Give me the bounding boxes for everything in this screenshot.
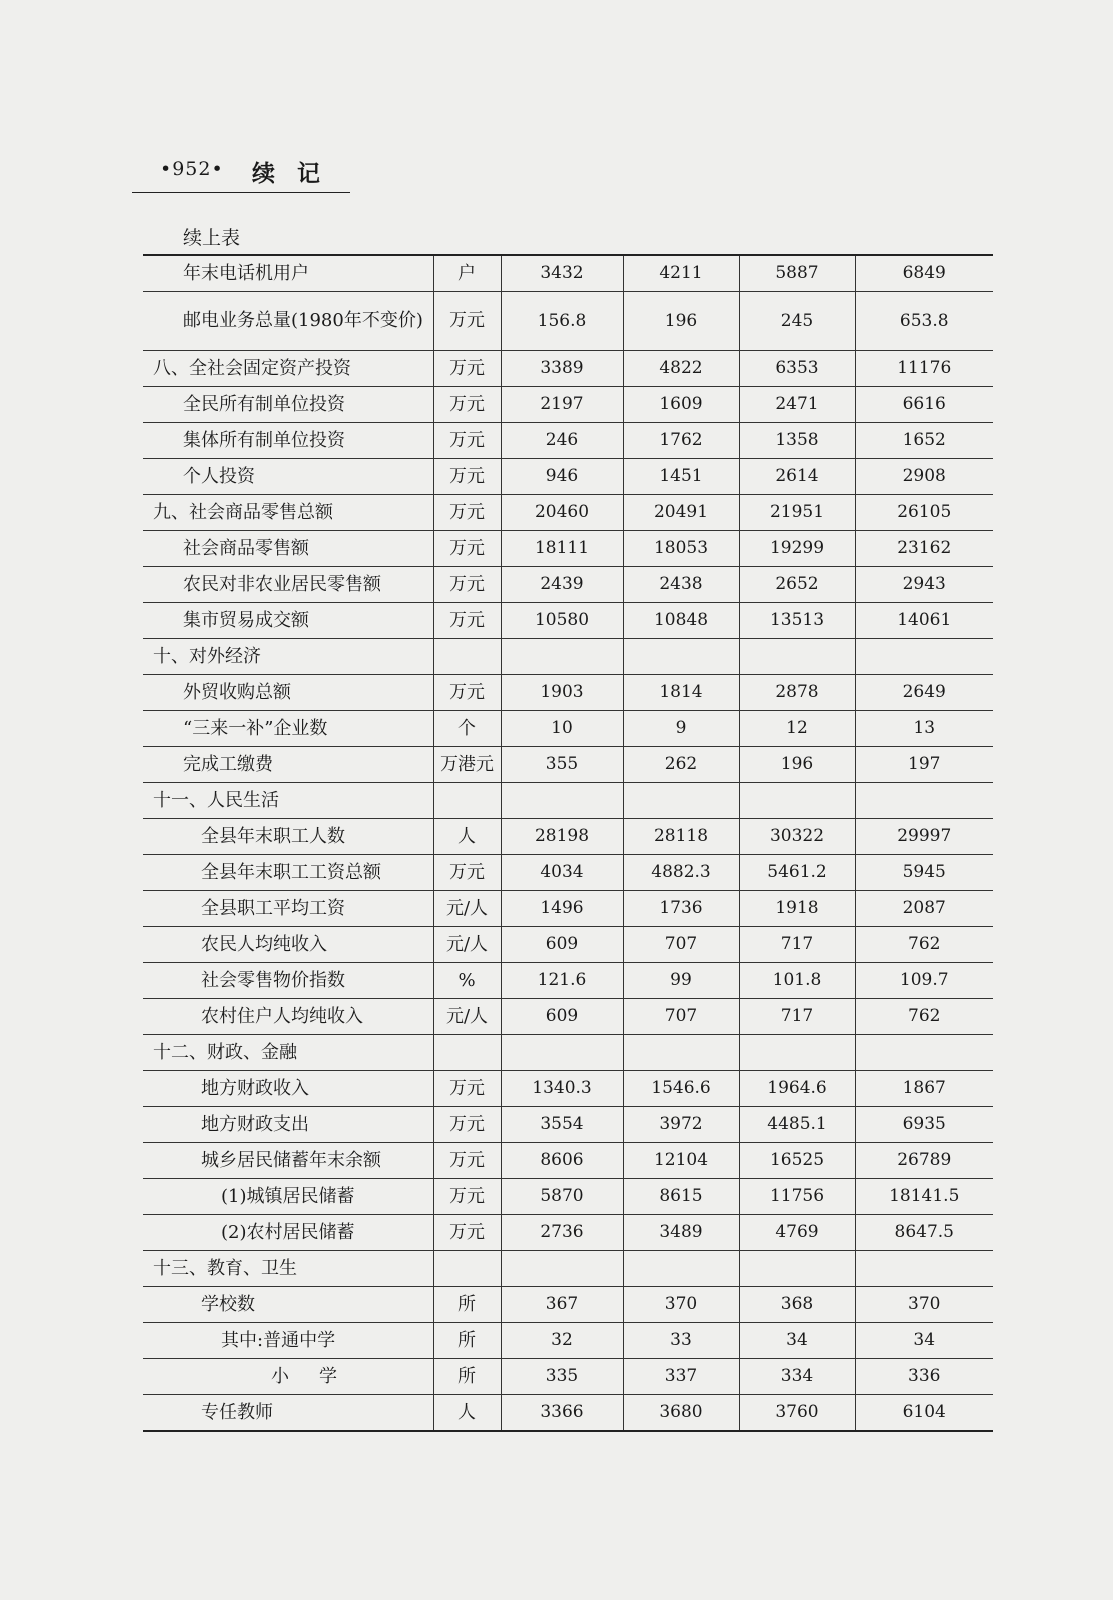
row-value: [501, 639, 623, 675]
row-value: [855, 1251, 993, 1287]
row-unit: [433, 1035, 501, 1071]
row-unit: 万元: [433, 459, 501, 495]
row-value: 334: [739, 1359, 855, 1395]
row-unit: 元/人: [433, 927, 501, 963]
row-value: 1918: [739, 891, 855, 927]
row-unit: 人: [433, 1395, 501, 1432]
row-unit: 元/人: [433, 999, 501, 1035]
row-value: 2908: [855, 459, 993, 495]
row-item-label: 农民人均纯收入: [143, 927, 433, 963]
row-item-label: 十、对外经济: [143, 639, 433, 675]
row-item-label: 小学: [143, 1359, 433, 1395]
row-item-label: 全县年末职工工资总额: [143, 855, 433, 891]
row-unit: 所: [433, 1287, 501, 1323]
row-value: [501, 783, 623, 819]
row-unit: 万元: [433, 423, 501, 459]
row-unit: 所: [433, 1323, 501, 1359]
row-item-label: 学校数: [143, 1287, 433, 1323]
table-row: [143, 255, 993, 292]
row-unit: 万元: [433, 1179, 501, 1215]
row-unit: 所: [433, 1359, 501, 1395]
table-row: [143, 819, 993, 855]
row-value: 11176: [855, 351, 993, 387]
row-value: [855, 1035, 993, 1071]
row-unit: 万元: [433, 567, 501, 603]
row-value: 370: [623, 1287, 739, 1323]
row-item-label: 城乡居民储蓄年末余额: [143, 1143, 433, 1179]
row-unit: [433, 783, 501, 819]
row-value: 4822: [623, 351, 739, 387]
row-item-label: 八、全社会固定资产投资: [143, 351, 433, 387]
table-row: [143, 1395, 993, 1432]
row-value: 3432: [501, 255, 623, 292]
row-value: 19299: [739, 531, 855, 567]
continued-label: 续上表: [183, 227, 241, 249]
row-value: 29997: [855, 819, 993, 855]
row-unit: 元/人: [433, 891, 501, 927]
row-value: 2878: [739, 675, 855, 711]
row-item-label: 年末电话机用户: [143, 255, 433, 292]
row-value: 1609: [623, 387, 739, 423]
row-unit: %: [433, 963, 501, 999]
row-value: 653.8: [855, 292, 993, 351]
row-unit: 万元: [433, 495, 501, 531]
row-value: [739, 639, 855, 675]
row-item-label: 邮电业务总量(1980年不变价): [143, 292, 433, 351]
row-value: 5945: [855, 855, 993, 891]
table-row: [143, 423, 993, 459]
table-row: [143, 567, 993, 603]
row-item-label: 完成工缴费: [143, 747, 433, 783]
row-unit: 万元: [433, 1071, 501, 1107]
row-value: 6104: [855, 1395, 993, 1432]
row-value: 28198: [501, 819, 623, 855]
row-value: 8606: [501, 1143, 623, 1179]
row-value: 2438: [623, 567, 739, 603]
row-value: 707: [623, 927, 739, 963]
row-item-label: 全县职工平均工资: [143, 891, 433, 927]
row-item-label: 社会零售物价指数: [143, 963, 433, 999]
row-value: 1546.6: [623, 1071, 739, 1107]
row-value: 1340.3: [501, 1071, 623, 1107]
row-value: 336: [855, 1359, 993, 1395]
row-value: 196: [739, 747, 855, 783]
row-unit: 万元: [433, 603, 501, 639]
table-row: [143, 855, 993, 891]
row-value: 20491: [623, 495, 739, 531]
row-unit: 万元: [433, 351, 501, 387]
row-value: [501, 1035, 623, 1071]
row-value: [739, 1251, 855, 1287]
row-value: 109.7: [855, 963, 993, 999]
row-value: 6849: [855, 255, 993, 292]
statistics-table: [143, 254, 993, 1432]
row-value: 1736: [623, 891, 739, 927]
row-item-label: 其中:普通中学: [143, 1323, 433, 1359]
row-value: 10848: [623, 603, 739, 639]
table-row: [143, 999, 993, 1035]
row-value: 2439: [501, 567, 623, 603]
row-value: 32: [501, 1323, 623, 1359]
row-value: 33: [623, 1323, 739, 1359]
row-unit: 万元: [433, 855, 501, 891]
table-row: [143, 1179, 993, 1215]
row-unit: 万元: [433, 1215, 501, 1251]
row-value: 2471: [739, 387, 855, 423]
row-value: 6353: [739, 351, 855, 387]
row-value: 121.6: [501, 963, 623, 999]
row-value: [623, 1035, 739, 1071]
row-value: 10580: [501, 603, 623, 639]
row-value: 4882.3: [623, 855, 739, 891]
row-value: 16525: [739, 1143, 855, 1179]
row-item-label: 十一、人民生活: [143, 783, 433, 819]
row-value: 246: [501, 423, 623, 459]
table-row: [143, 1287, 993, 1323]
row-item-label: 专任教师: [143, 1395, 433, 1432]
row-unit: 万元: [433, 675, 501, 711]
table-row: [143, 747, 993, 783]
row-value: 12104: [623, 1143, 739, 1179]
row-value: 196: [623, 292, 739, 351]
row-value: 4034: [501, 855, 623, 891]
table-row: [143, 1035, 993, 1071]
table-row: [143, 891, 993, 927]
table-row: [143, 639, 993, 675]
row-value: 6616: [855, 387, 993, 423]
row-value: [855, 783, 993, 819]
table-row: [143, 1107, 993, 1143]
page-title: 续记: [252, 160, 342, 187]
table-row: [143, 675, 993, 711]
row-unit: 万元: [433, 292, 501, 351]
row-value: 34: [855, 1323, 993, 1359]
table-row: [143, 292, 993, 351]
row-unit: [433, 639, 501, 675]
row-value: 355: [501, 747, 623, 783]
row-value: 21951: [739, 495, 855, 531]
row-unit: 户: [433, 255, 501, 292]
row-value: 3489: [623, 1215, 739, 1251]
row-item-label: 个人投资: [143, 459, 433, 495]
row-value: 1496: [501, 891, 623, 927]
row-value: 245: [739, 292, 855, 351]
row-value: 2087: [855, 891, 993, 927]
row-value: 762: [855, 927, 993, 963]
row-value: 2736: [501, 1215, 623, 1251]
row-value: 1762: [623, 423, 739, 459]
row-value: 717: [739, 999, 855, 1035]
row-value: 1451: [623, 459, 739, 495]
row-value: 1814: [623, 675, 739, 711]
row-unit: 个: [433, 711, 501, 747]
row-value: 3760: [739, 1395, 855, 1432]
row-value: 99: [623, 963, 739, 999]
row-value: [855, 639, 993, 675]
row-value: 3680: [623, 1395, 739, 1432]
row-item-label: 全县年末职工人数: [143, 819, 433, 855]
page-header: [132, 158, 350, 192]
row-value: 609: [501, 999, 623, 1035]
row-item-label: 十三、教育、卫生: [143, 1251, 433, 1287]
row-value: 1652: [855, 423, 993, 459]
row-value: 367: [501, 1287, 623, 1323]
row-unit: 人: [433, 819, 501, 855]
row-value: 3972: [623, 1107, 739, 1143]
row-unit: 万元: [433, 531, 501, 567]
row-item-label: 农村住户人均纯收入: [143, 999, 433, 1035]
table-row: [143, 495, 993, 531]
table-row: [143, 1359, 993, 1395]
row-value: 11756: [739, 1179, 855, 1215]
row-unit: [433, 1251, 501, 1287]
row-value: 2614: [739, 459, 855, 495]
row-unit: 万元: [433, 1107, 501, 1143]
row-value: [623, 783, 739, 819]
row-value: 8615: [623, 1179, 739, 1215]
row-value: 28118: [623, 819, 739, 855]
row-value: 609: [501, 927, 623, 963]
row-value: 1964.6: [739, 1071, 855, 1107]
row-value: 335: [501, 1359, 623, 1395]
table-row: [143, 927, 993, 963]
table-row: [143, 1215, 993, 1251]
row-value: 6935: [855, 1107, 993, 1143]
row-value: [623, 1251, 739, 1287]
row-value: 26789: [855, 1143, 993, 1179]
row-value: 197: [855, 747, 993, 783]
row-value: 14061: [855, 603, 993, 639]
table-row: [143, 387, 993, 423]
row-value: 3554: [501, 1107, 623, 1143]
row-item-label: 地方财政收入: [143, 1071, 433, 1107]
row-value: [739, 1035, 855, 1071]
row-value: 1903: [501, 675, 623, 711]
row-value: 370: [855, 1287, 993, 1323]
row-value: 18141.5: [855, 1179, 993, 1215]
row-item-label: 地方财政支出: [143, 1107, 433, 1143]
row-unit: 万港元: [433, 747, 501, 783]
row-value: 5870: [501, 1179, 623, 1215]
row-value: 156.8: [501, 292, 623, 351]
row-item-label: (2)农村居民储蓄: [143, 1215, 433, 1251]
row-value: 2649: [855, 675, 993, 711]
table-row: [143, 711, 993, 747]
row-value: 4485.1: [739, 1107, 855, 1143]
row-item-label: 农民对非农业居民零售额: [143, 567, 433, 603]
table-row: [143, 1251, 993, 1287]
row-unit: 万元: [433, 387, 501, 423]
row-value: 101.8: [739, 963, 855, 999]
row-item-label: “三来一补”企业数: [143, 711, 433, 747]
table-row: [143, 1323, 993, 1359]
table-body: [143, 255, 993, 1431]
row-item-label: 九、社会商品零售总额: [143, 495, 433, 531]
row-unit: 万元: [433, 1143, 501, 1179]
row-value: 13513: [739, 603, 855, 639]
row-value: 3366: [501, 1395, 623, 1432]
table-row: [143, 963, 993, 999]
table-row: [143, 783, 993, 819]
row-value: 1867: [855, 1071, 993, 1107]
row-value: 10: [501, 711, 623, 747]
row-value: 5887: [739, 255, 855, 292]
row-value: 2943: [855, 567, 993, 603]
row-value: [623, 639, 739, 675]
page-number: •952•: [160, 158, 224, 180]
table-row: [143, 531, 993, 567]
row-item-label: 全民所有制单位投资: [143, 387, 433, 423]
row-value: 26105: [855, 495, 993, 531]
row-item-label: 社会商品零售额: [143, 531, 433, 567]
header-rule: [132, 192, 350, 193]
row-value: 4211: [623, 255, 739, 292]
row-value: [739, 783, 855, 819]
row-value: 18053: [623, 531, 739, 567]
row-value: 707: [623, 999, 739, 1035]
row-value: 34: [739, 1323, 855, 1359]
row-value: 368: [739, 1287, 855, 1323]
row-value: 262: [623, 747, 739, 783]
table-row: [143, 1143, 993, 1179]
row-value: 2197: [501, 387, 623, 423]
row-value: 30322: [739, 819, 855, 855]
table-row: [143, 459, 993, 495]
row-item-label: 十二、财政、金融: [143, 1035, 433, 1071]
table-row: [143, 1071, 993, 1107]
row-value: 20460: [501, 495, 623, 531]
row-item-label: (1)城镇居民储蓄: [143, 1179, 433, 1215]
table-row: [143, 603, 993, 639]
row-value: 9: [623, 711, 739, 747]
row-value: 18111: [501, 531, 623, 567]
row-value: 12: [739, 711, 855, 747]
row-value: 4769: [739, 1215, 855, 1251]
row-value: 946: [501, 459, 623, 495]
row-item-label: 集体所有制单位投资: [143, 423, 433, 459]
row-value: 337: [623, 1359, 739, 1395]
row-value: 1358: [739, 423, 855, 459]
row-value: 762: [855, 999, 993, 1035]
row-value: [501, 1251, 623, 1287]
row-value: 3389: [501, 351, 623, 387]
row-value: 23162: [855, 531, 993, 567]
row-value: 717: [739, 927, 855, 963]
row-item-label: 外贸收购总额: [143, 675, 433, 711]
row-item-label: 集市贸易成交额: [143, 603, 433, 639]
row-value: 2652: [739, 567, 855, 603]
table-row: [143, 351, 993, 387]
row-value: 5461.2: [739, 855, 855, 891]
row-value: 13: [855, 711, 993, 747]
row-value: 8647.5: [855, 1215, 993, 1251]
